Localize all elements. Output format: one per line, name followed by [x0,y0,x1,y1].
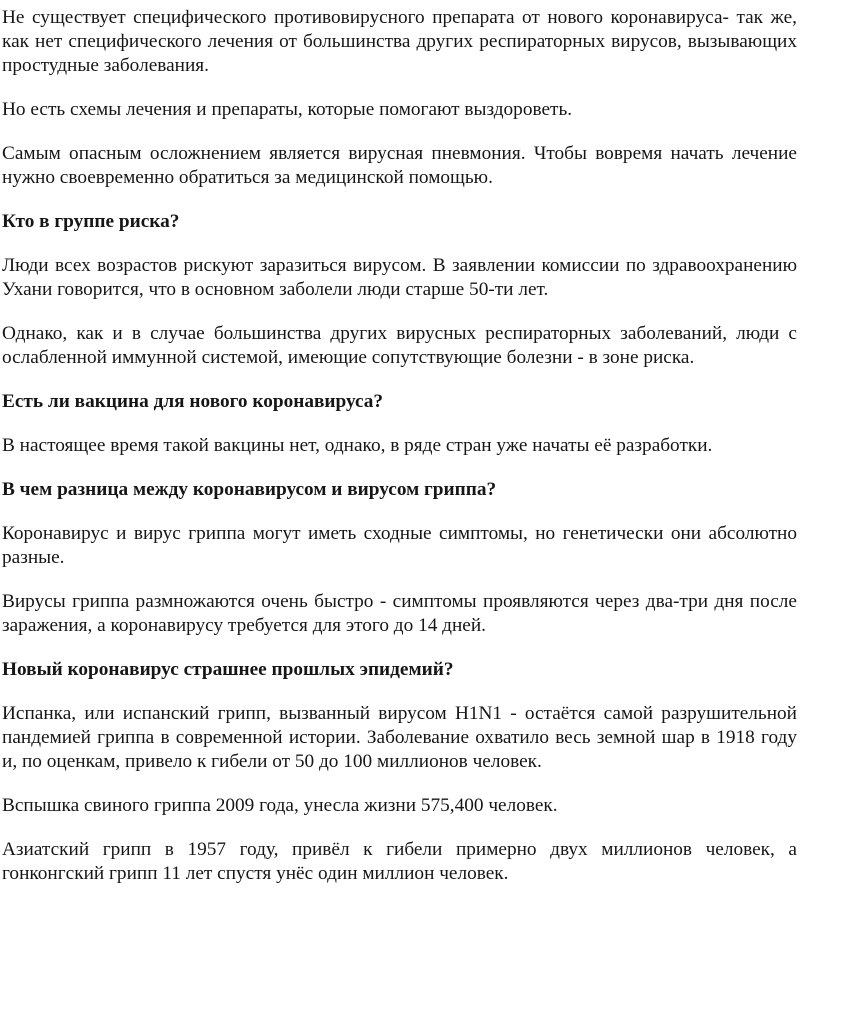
paragraph-asian-flu: Азиатский грипп в 1957 году, привёл к гибели примерно двух миллионов человек, а гонконгский грипп 11 лет спустя унёс один миллион человек. [2,839,797,884]
paragraph-vaccine-status: В настоящее время такой вакцины нет, однако, в ряде стран уже начаты её разработки. [2,435,713,456]
paragraph-spanish-flu: Испанка, или испанский грипп, вызванный вирусом H1N1 - остаётся самой разрушительной пандемией гриппа в современной истории. Заболевание охватило весь земной шар в 1918 году и, по оценкам, привело к гибели от 50 до 100 миллионов человек. [2,703,797,772]
document-body [2,6,797,906]
heading-past-epidemics: Новый коронавирус страшнее прошлых эпидемий? [2,659,454,680]
paragraph-all-ages-risk: Люди всех возрастов рискуют заразиться вирусом. В заявлении комиссии по здравоохранению Ухани говорится, что в основном заболели люди старше 50-ти лет. [2,255,797,300]
paragraph-treatment-schemes: Но есть схемы лечения и препараты, которые помогают выздороветь. [2,99,573,120]
heading-difference-flu: В чем разница между коронавирусом и вирусом гриппа? [2,479,497,500]
heading-risk-group: Кто в группе риска? [2,211,180,232]
paragraph-pneumonia-complication: Самым опасным осложнением является вирусная пневмония. Чтобы вовремя начать лечение нужно своевременно обратиться за медицинской помощью. [2,143,797,188]
paragraph-weak-immunity: Однако, как и в случае большинства других вирусных респираторных заболеваний, люди с ослабленной иммунной системой, имеющие сопутствующие болезни - в зоне риска. [2,323,797,368]
paragraph-similar-symptoms: Коронавирус и вирус гриппа могут иметь сходные симптомы, но генетически они абсолютно разные. [2,523,797,568]
paragraph-no-specific-drug: Не существует специфического противовирусного препарата от нового коронавируса- так же, как нет специфического лечения от большинства других респираторных вирусов, вызывающих простудные заболевания. [2,7,797,76]
heading-vaccine: Есть ли вакцина для нового коронавируса? [2,391,384,412]
paragraph-swine-flu: Вспышка свиного гриппа 2009 года, унесла жизни 575,400 человек. [2,795,558,816]
paragraph-incubation: Вирусы гриппа размножаются очень быстро - симптомы проявляются через два-три дня после заражения, а коронавирусу требуется для этого до 14 дней. [2,591,797,636]
